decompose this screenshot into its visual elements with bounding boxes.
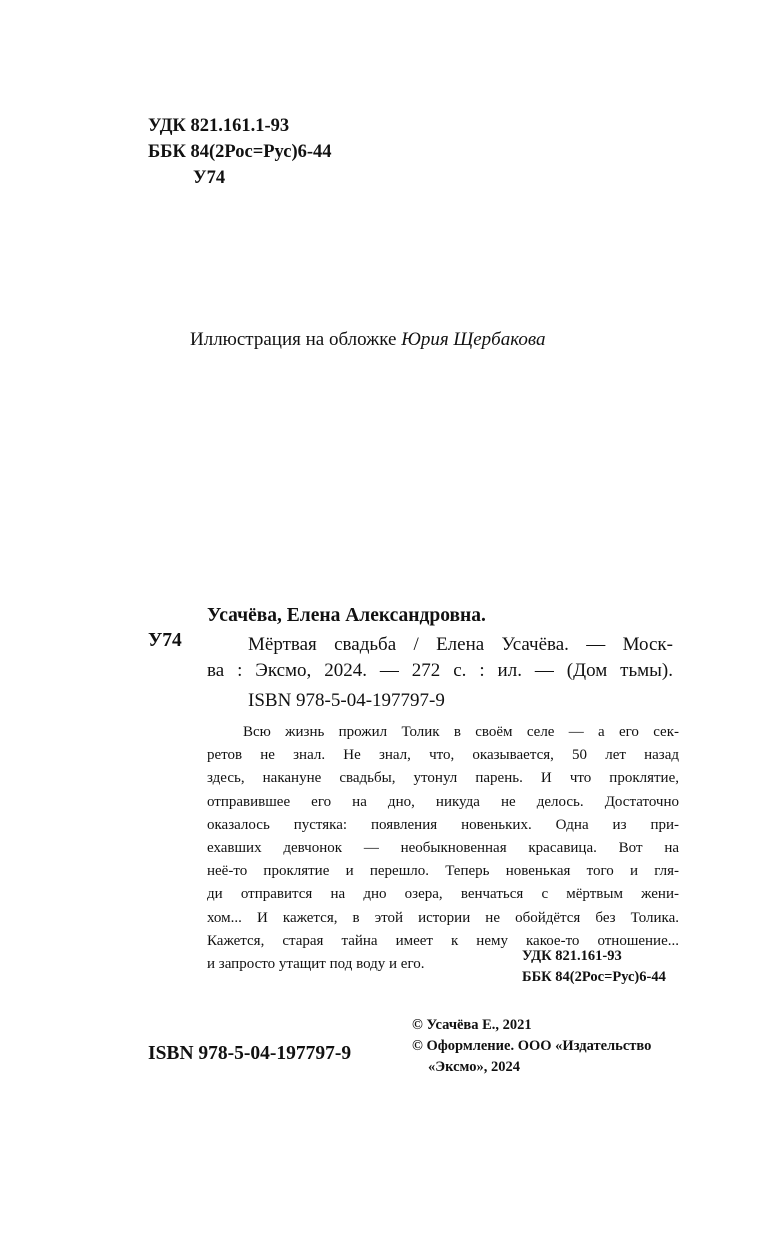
card-classification <box>522 946 666 988</box>
card-isbn: ISBN 978-5-04-197797-9 <box>248 690 445 711</box>
annotation-line: оказалось пустяка: появления новеньких. Одна из при- <box>207 816 679 833</box>
annotation-line: Всю жизнь прожил Толик в своём селе — а его сек- <box>243 724 679 740</box>
card-bbk-code: ББК 84(2Рос=Рус)6-44 <box>522 969 666 985</box>
annotation-line: неё-то проклятие и перешло. Теперь новенькая того и гля- <box>207 863 679 880</box>
classification-block <box>148 113 332 191</box>
copyright-block <box>412 1015 651 1078</box>
footer-isbn: ISBN 978-5-04-197797-9 <box>148 1043 352 1064</box>
description-line: Мёртвая свадьба / Елена Усачёва. — Моск- <box>248 634 673 655</box>
annotation-line: Кажется, старая тайна имеет к нему какое-то отношение... <box>207 932 679 949</box>
illustration-credit <box>190 329 546 351</box>
bbk-code: ББК 84(2Рос=Рус)6-44 <box>148 142 332 162</box>
card-description <box>207 632 673 684</box>
card-author-mark: У74 <box>148 630 182 651</box>
card-author: Усачёва, Елена Александровна. <box>207 605 486 626</box>
card-udk-code: УДК 821.161-93 <box>522 948 622 964</box>
annotation-line: ретов не знал. Не знал, что, оказывается, 50 лет назад <box>207 747 679 764</box>
annotation-line: ехавших девчонок — необыкновенная красавица. Вот на <box>207 840 679 857</box>
author-mark: У74 <box>193 168 226 188</box>
description-line: ва : Эксмо, 2024. — 272 с. : ил. — (Дом тьмы). <box>207 660 673 681</box>
annotation-line: здесь, накануне свадьбы, утонул парень. И что проклятие, <box>207 770 679 787</box>
annotation <box>207 721 679 976</box>
copyright-line: «Эксмо», 2024 <box>428 1059 520 1075</box>
annotation-line: отправившее его на дно, никуда не делось. Достаточно <box>207 793 679 810</box>
udk-code: УДК 821.161.1-93 <box>148 116 290 136</box>
annotation-line: и запросто утащит под воду и его. <box>207 956 425 973</box>
copyright-line: © Усачёва Е., 2021 <box>412 1017 532 1033</box>
illustration-prefix: Иллюстрация на обложке <box>190 329 402 350</box>
copyright-line: © Оформление. ООО «Издательство <box>412 1038 652 1054</box>
annotation-line: хом... И кажется, в этой истории не обойдётся без Толика. <box>207 909 679 926</box>
annotation-line: ди отправится на дно озера, венчаться с мёртвым жени- <box>207 886 679 903</box>
illustration-artist: Юрия Щербакова <box>401 329 546 350</box>
